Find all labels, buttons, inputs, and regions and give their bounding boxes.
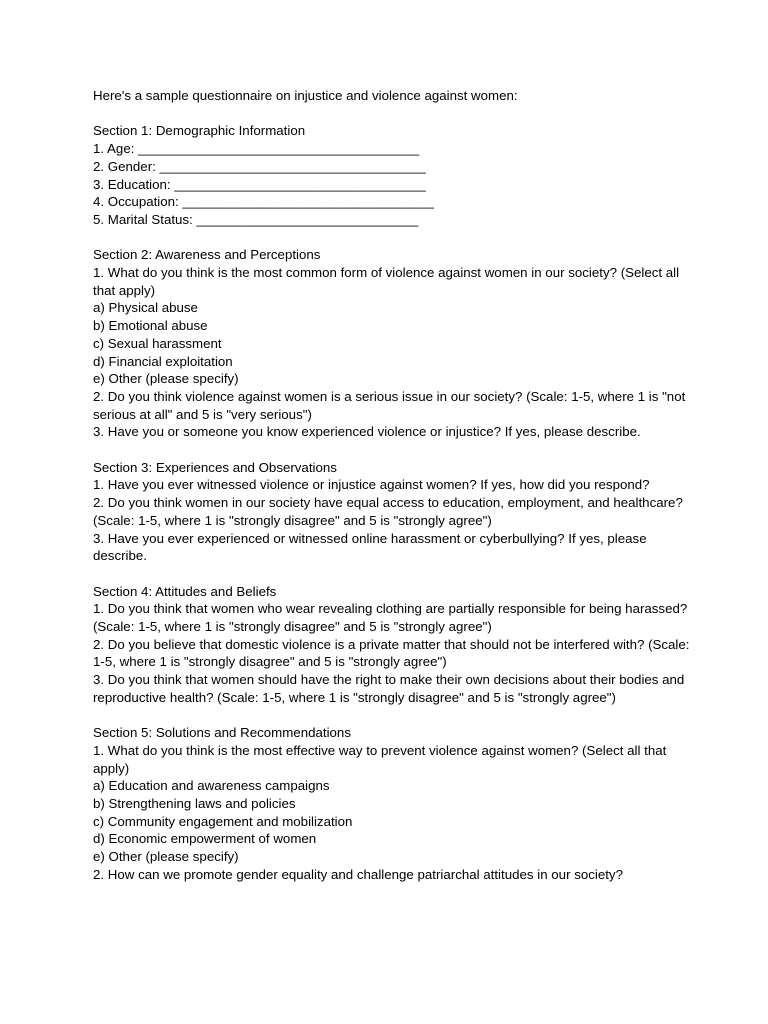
document-body — [93, 87, 693, 884]
question-text: 2. Do you believe that domestic violence is a private matter that should not be interfered with? (Scale: 1-5, where 1 is "strongly disagree" and 5 is "strongly agree") — [93, 636, 690, 670]
question-text: 1. Have you ever witnessed violence or injustice against women? If yes, how did you respond? — [93, 477, 650, 493]
question-text: 1. Do you think that women who wear revealing clothing are partially responsible for being harassed? (Scale: 1-5, where 1 is "strongly disagree" and 5 is "strongly agree") — [93, 601, 688, 635]
question-education: 3. Education: __________________________________ — [93, 176, 426, 192]
spacer — [93, 105, 693, 123]
question-marital-status: 5. Marital Status: ______________________________ — [93, 211, 419, 227]
question-text: 1. What do you think is the most effective way to prevent violence against women? (Select all that apply) — [93, 742, 667, 776]
question-text: 2. How can we promote gender equality and challenge patriarchal attitudes in our society? — [93, 866, 623, 882]
answer-option: b) Strengthening laws and policies — [93, 796, 296, 812]
spacer — [93, 707, 693, 725]
question-text: 3. Do you think that women should have the right to make their own decisions about their bodies and reproductive health? (Scale: 1-5, where 1 is "strongly disagree" and 5 is "strongly agree") — [93, 672, 685, 705]
question-text: 2. Do you think women in our society have equal access to education, employment, and healthcare? (Scale: 1-5, where 1 is "strongly disagree" and 5 is "strongly agree") — [93, 495, 683, 528]
answer-option: a) Physical abuse — [93, 300, 198, 316]
section-heading: Section 5: Solutions and Recommendations — [93, 725, 351, 741]
answer-option: e) Other (please specify) — [93, 371, 239, 387]
spacer — [93, 565, 693, 583]
question-text: 2. Do you think violence against women is a serious issue in our society? (Scale: 1-5, where 1 is "not serious at all" and 5 is "very serious") — [93, 388, 686, 422]
question-text: 3. Have you ever experienced or witnessed online harassment or cyberbullying? If yes, please describe. — [93, 530, 647, 564]
answer-option: b) Emotional abuse — [93, 318, 208, 334]
answer-option: c) Community engagement and mobilization — [93, 813, 353, 829]
section-heading: Section 1: Demographic Information — [93, 123, 306, 139]
answer-option: e) Other (please specify) — [93, 849, 239, 865]
section-heading: Section 2: Awareness and Perceptions — [93, 247, 321, 263]
answer-option: d) Economic empowerment of women — [93, 831, 317, 847]
question-text: 1. What do you think is the most common form of violence against women in our society? (Select all that apply) — [93, 265, 680, 298]
question-gender: 2. Gender: ____________________________________ — [93, 158, 426, 174]
spacer — [93, 229, 693, 247]
intro-text: Here's a sample questionnaire on injustice and violence against women: — [93, 88, 518, 103]
spacer — [93, 441, 693, 459]
section-heading: Section 4: Attitudes and Beliefs — [93, 583, 277, 599]
answer-option: a) Education and awareness campaigns — [93, 778, 330, 794]
answer-option: d) Financial exploitation — [93, 353, 233, 369]
answer-option: c) Sexual harassment — [93, 335, 222, 351]
question-text: 3. Have you or someone you know experienced violence or injustice? If yes, please describe. — [93, 424, 641, 440]
section-heading: Section 3: Experiences and Observations — [93, 459, 337, 475]
question-age: 1. Age: ______________________________________ — [93, 141, 420, 157]
question-occupation: 4. Occupation: __________________________________ — [93, 194, 434, 210]
